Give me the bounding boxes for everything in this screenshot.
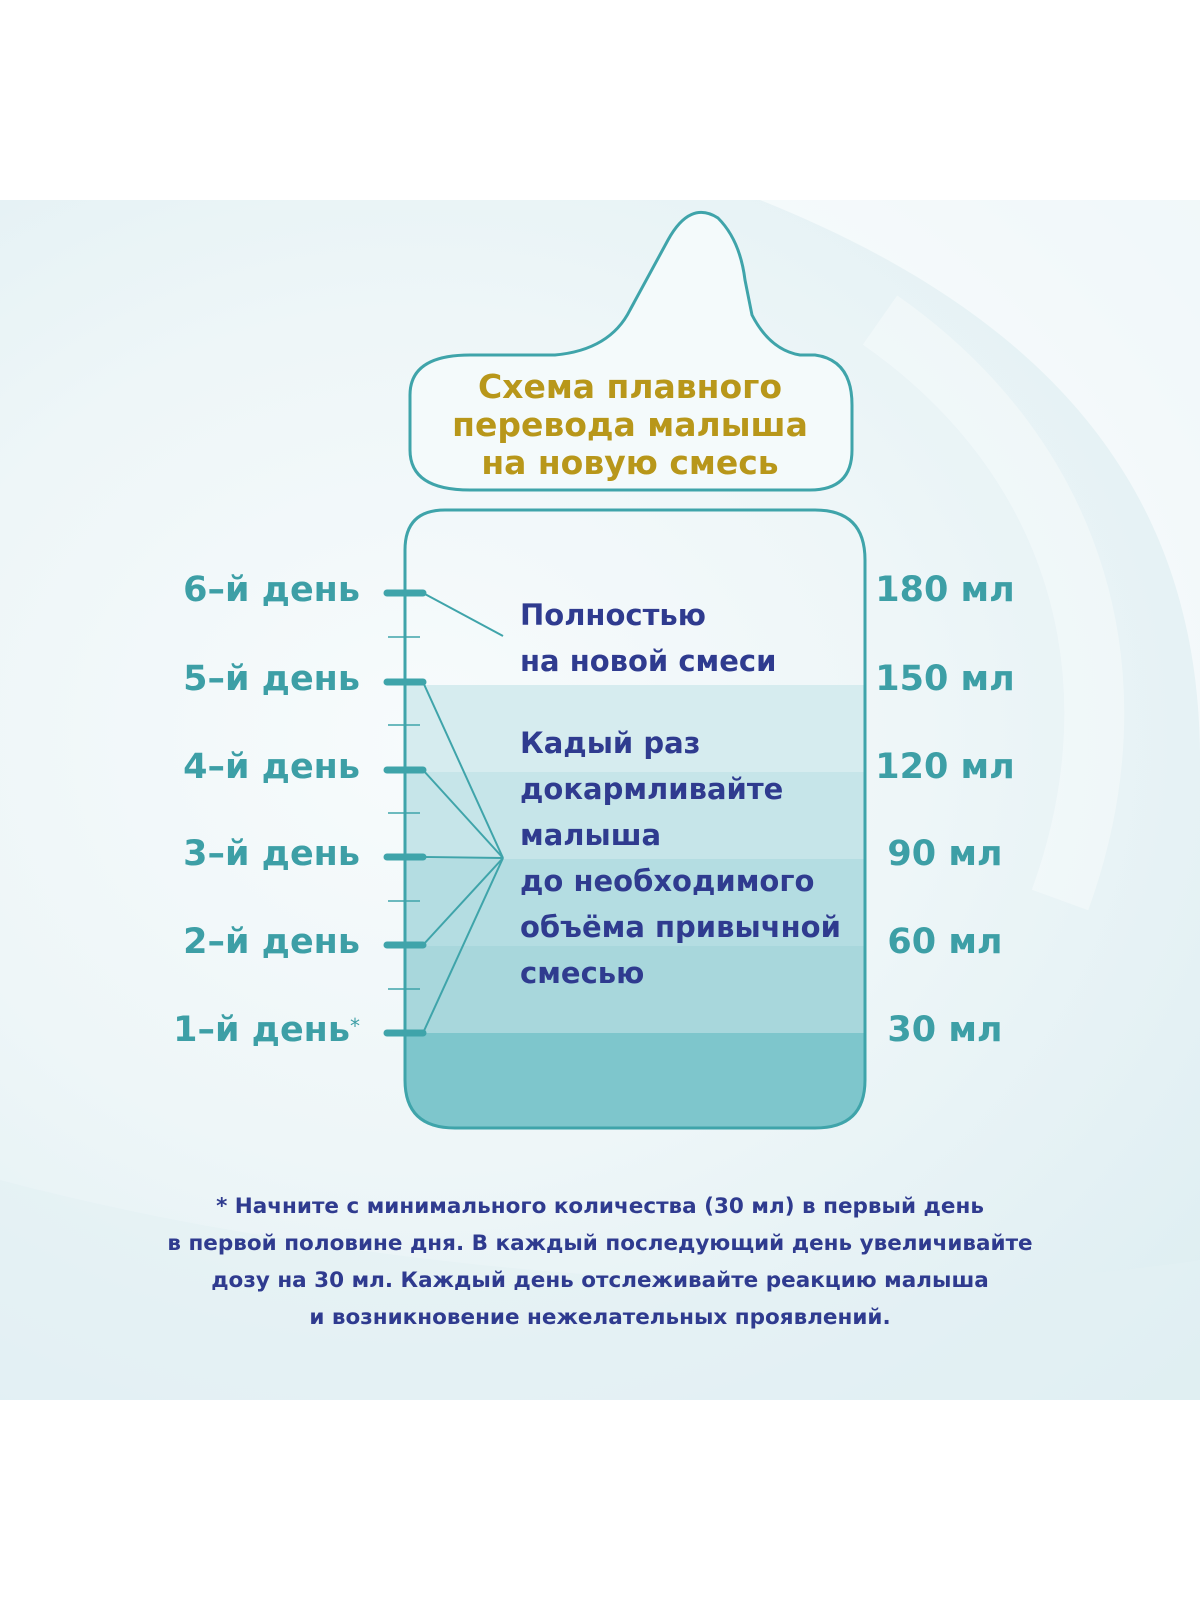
volume-label-90: 90 мл: [887, 834, 1003, 874]
label-full-line-1: Полностью: [520, 598, 706, 632]
label-supplement-line-5: объёма привычной: [520, 910, 841, 944]
footnote-line-3: дозу на 30 мл. Каждый день отслеживайте реакцию малыша: [211, 1268, 989, 1293]
volume-label-150: 150 мл: [875, 659, 1015, 699]
day-label-6: 6–й день: [183, 570, 360, 610]
label-supplement: [520, 720, 841, 996]
day-label-5: 5–й день: [183, 659, 360, 699]
volume-label-30: 30 мл: [887, 1010, 1003, 1050]
fill-bottom: [400, 1033, 870, 1133]
footnote-line-2: в первой половине дня. В каждый последующий день увеличивайте: [167, 1231, 1033, 1256]
title-line-3: на новую смесь: [481, 443, 779, 482]
label-supplement-line-6: смесью: [520, 956, 645, 990]
day-label-1: 1–й день*: [173, 1010, 360, 1050]
title-line-2: перевода малыша: [452, 405, 808, 444]
label-supplement-line-1: Кадый раз: [520, 726, 701, 760]
volume-label-120: 120 мл: [875, 747, 1015, 787]
footnote: [100, 1188, 1100, 1336]
label-full-line-2: на новой смеси: [520, 644, 777, 678]
label-supplement-line-2: докармливайте: [520, 772, 784, 806]
footnote-line-1: * Начните с минимального количества (30 мл) в первый день: [216, 1194, 984, 1219]
label-fully-new-formula: [520, 592, 776, 684]
diagram-title: [410, 368, 850, 482]
volume-label-180: 180 мл: [875, 570, 1015, 610]
label-supplement-line-3: малыша: [520, 818, 662, 852]
day-label-3: 3–й день: [183, 834, 360, 874]
footnote-line-4: и возникновение нежелательных проявлений.: [309, 1305, 891, 1330]
day-label-4: 4–й день: [183, 747, 360, 787]
day-label-2: 2–й день: [183, 922, 360, 962]
volume-label-60: 60 мл: [887, 922, 1003, 962]
title-line-1: Схема плавного: [477, 367, 783, 406]
diagram-panel: [0, 200, 1200, 1400]
label-supplement-line-4: до необходимого: [520, 864, 815, 898]
